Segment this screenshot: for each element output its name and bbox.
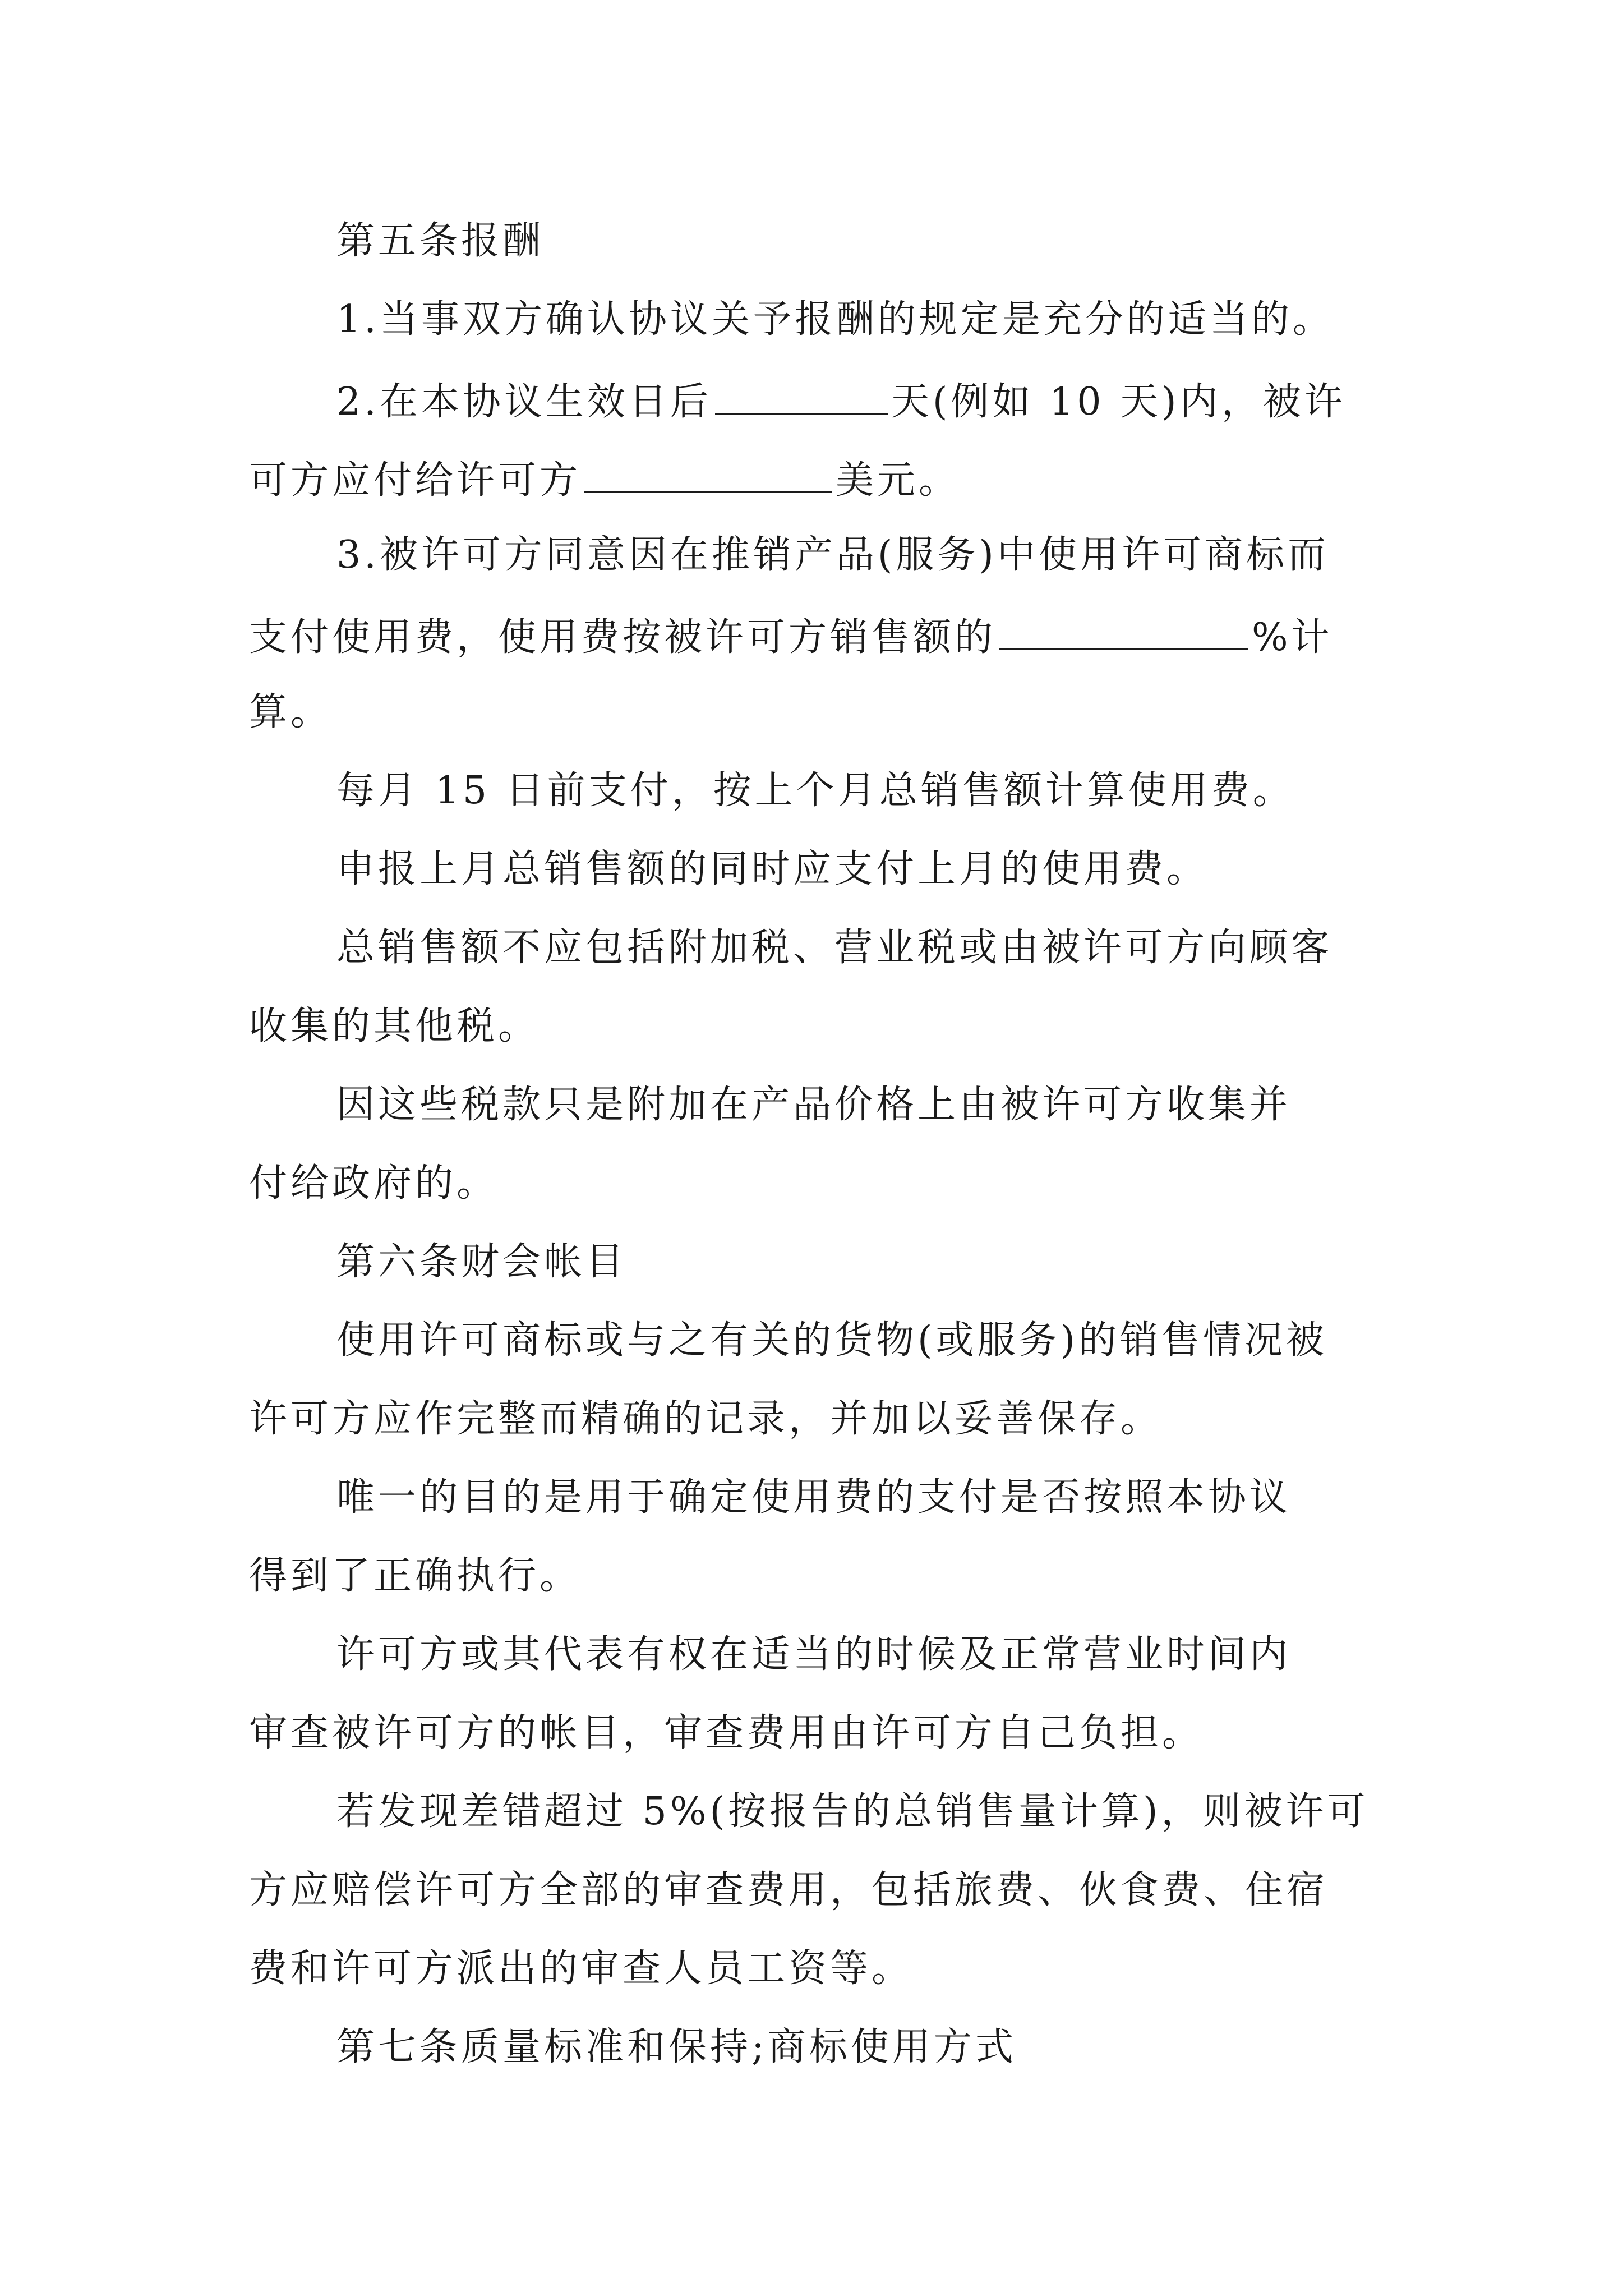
line-text-after-blank: 天(例如 10 天)内，被许 — [891, 380, 1346, 424]
paragraph-line-with-blank — [249, 615, 1333, 660]
paragraph-line: 算。 — [249, 690, 333, 734]
line-text-before-blank: 支付使用费，使用费按被许可方销售额的 — [249, 615, 997, 660]
article-5-heading: 第五条报酬 — [336, 219, 545, 263]
paragraph-line: 申报上月总销售额的同时应支付上月的使用费。 — [336, 847, 1209, 891]
paragraph-line: 付给政府的。 — [249, 1161, 499, 1205]
fill-in-blank-amount — [584, 458, 832, 493]
paragraph-line-with-blank — [336, 379, 1346, 424]
fill-in-blank-days — [715, 379, 888, 415]
paragraph-line: 3.被许可方同意因在推销产品(服务)中使用许可商标而 — [336, 533, 1329, 577]
paragraph-line: 每月 15 日前支付，按上个月总销售额计算使用费。 — [336, 769, 1294, 813]
paragraph-line: 许可方应作完整而精确的记录，并加以妥善保存。 — [249, 1397, 1163, 1441]
paragraph-line: 因这些税款只是附加在产品价格上由被许可方收集并 — [336, 1083, 1292, 1127]
paragraph-line: 唯一的目的是用于确定使用费的支付是否按照本协议 — [336, 1475, 1292, 1520]
paragraph-line: 收集的其他税。 — [249, 1004, 540, 1048]
paragraph-line: 审查被许可方的帐目，审查费用由许可方自己负担。 — [249, 1711, 1204, 1755]
paragraph-line: 若发现差错超过 5%(按报告的总销售量计算)，则被许可 — [336, 1789, 1369, 1834]
line-text-after-blank: 美元。 — [836, 458, 961, 503]
paragraph-line: 1.当事双方确认协议关予报酬的规定是充分的适当的。 — [336, 297, 1334, 342]
paragraph-line: 费和许可方派出的审查人员工资等。 — [249, 1947, 914, 1991]
line-text-after-blank: %计 — [1252, 615, 1333, 660]
paragraph-line: 总销售额不应包括附加税、营业税或由被许可方向顾客 — [336, 926, 1333, 970]
fill-in-blank-percent — [999, 615, 1248, 650]
article-7-heading: 第七条质量标准和保持;商标使用方式 — [336, 2025, 1017, 2069]
paragraph-line: 许可方或其代表有权在适当的时候及正常营业时间内 — [336, 1632, 1292, 1677]
line-text-before-blank: 2.在本协议生效日后 — [336, 380, 712, 424]
line-text-before-blank: 可方应付给许可方 — [249, 458, 582, 503]
article-6-heading: 第六条财会帐目 — [336, 1240, 628, 1284]
paragraph-line: 使用许可商标或与之有关的货物(或服务)的销售情况被 — [336, 1318, 1328, 1363]
paragraph-line: 方应赔偿许可方全部的审查费用，包括旅费、伙食费、住宿 — [249, 1868, 1329, 1912]
paragraph-line-with-blank — [249, 458, 961, 503]
paragraph-line: 得到了正确执行。 — [249, 1554, 582, 1598]
